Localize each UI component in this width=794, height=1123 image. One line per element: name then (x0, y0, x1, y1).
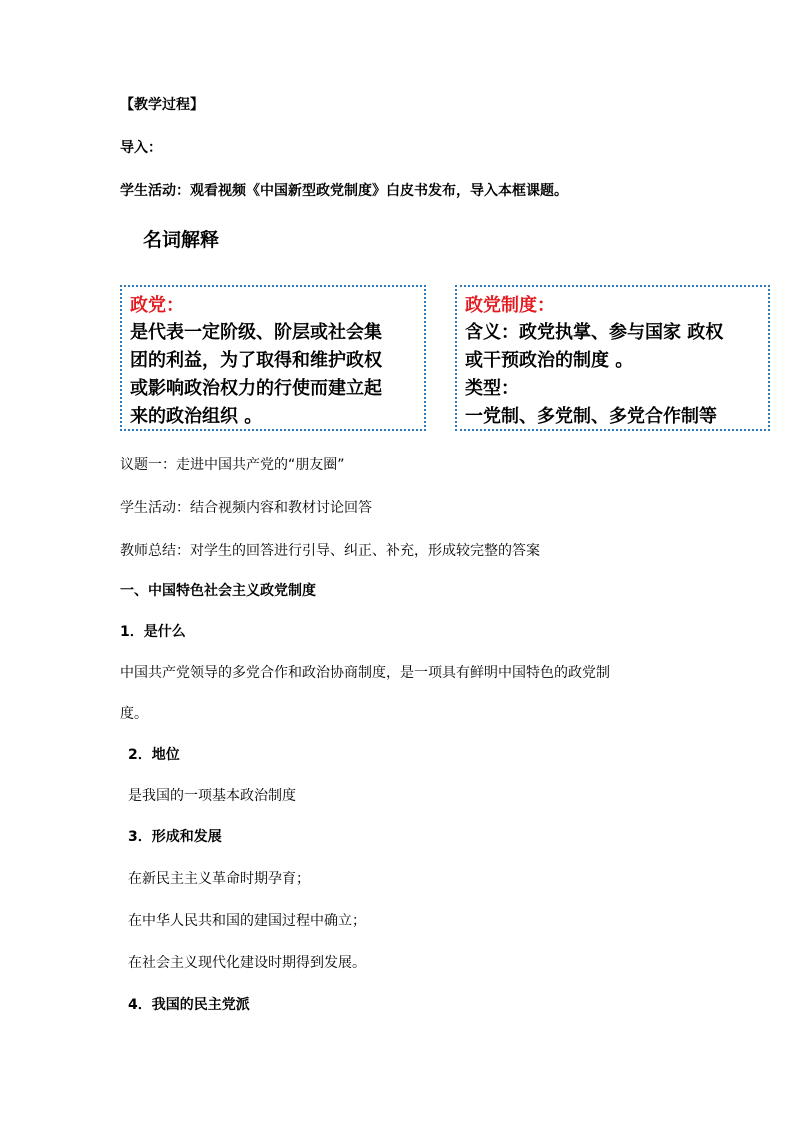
teacher-summary: 教师总结：对学生的回答进行引导、纠正、补充，形成较完整的答案 (120, 543, 540, 559)
box-party-title: 政党： (130, 295, 184, 316)
intro-label: 导入： (120, 140, 162, 156)
question-two-title: 2．地位 (128, 747, 180, 763)
question-three-line: 在新民主主义革命时期孕育； (128, 871, 310, 887)
box-party-line: 是代表一定阶级、阶层或社会集 (130, 322, 382, 343)
question-two-text: 是我国的一项基本政治制度 (128, 788, 296, 804)
question-one-title: 1．是什么 (120, 624, 186, 640)
box-party-line: 来的政治组织 。 (130, 406, 263, 427)
question-one-text-cont: 度。 (120, 706, 148, 722)
definition-box-party (120, 285, 426, 431)
box-party-line: 团的利益，为了取得和维护政权 (130, 350, 382, 371)
activity-discuss: 学生活动：结合视频内容和教材讨论回答 (120, 500, 372, 516)
question-three-title: 3．形成和发展 (128, 829, 222, 845)
question-one-text: 中国共产党领导的多党合作和政治协商制度，是一项具有鲜明中国特色的政党制 (120, 665, 610, 681)
activity-watch-video: 学生活动：观看视频《中国新型政党制度》白皮书发布，导入本框课题。 (120, 183, 568, 199)
box-party-line: 或影响政治权力的行使而建立起 (130, 378, 382, 399)
definition-box-party-system (455, 285, 770, 431)
topic-one: 议题一：走进中国共产党的“朋友圈” (120, 457, 345, 473)
question-three-line: 在中华人民共和国的建国过程中确立； (128, 913, 366, 929)
section-one-title: 一、中国特色社会主义政党制度 (120, 583, 316, 599)
question-three-line: 在社会主义现代化建设时期得到发展。 (128, 955, 366, 971)
question-four-title: 4．我国的民主党派 (128, 997, 250, 1013)
box-system-title: 政党制度： (465, 295, 555, 316)
box-system-line: 含义：政党执掌、参与国家 政权 (465, 322, 724, 343)
box-system-line: 类型： (465, 378, 519, 399)
box-system-line: 一党制、多党制、多党合作制等 (465, 406, 717, 427)
process-heading: 【教学过程】 (120, 97, 204, 113)
box-system-line: 或干预政治的制度 。 (465, 350, 634, 371)
glossary-heading: 名词解释 (143, 229, 220, 251)
